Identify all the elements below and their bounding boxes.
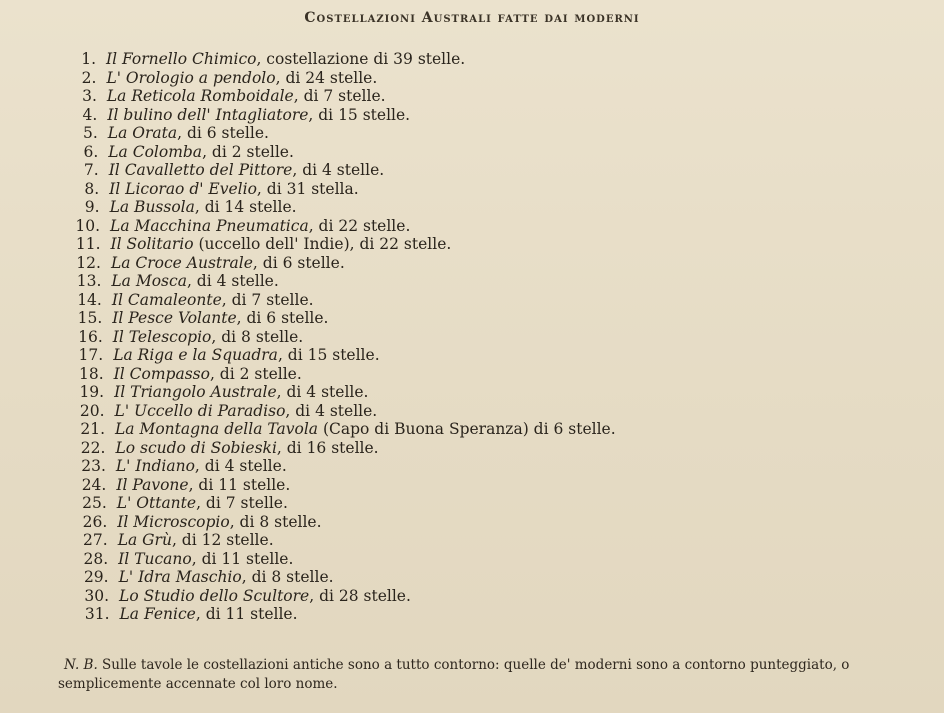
star-count: , di 8 stelle.	[241, 568, 334, 586]
constellation-name: La Reticola Romboidale	[106, 87, 294, 105]
entry-number: 21.	[80, 420, 105, 438]
entry-text	[111, 272, 278, 291]
entry-number: 23.	[81, 457, 106, 475]
constellation-name: La Macchina Pneumatica	[110, 216, 309, 235]
entry-number: 10.	[75, 216, 101, 235]
entry-number: 25.	[82, 494, 107, 512]
entry-text	[109, 180, 359, 199]
entry-number: 12.	[76, 253, 101, 272]
star-count: , di 2 stelle.	[202, 142, 294, 161]
star-count: , di 6 stelle.	[236, 309, 329, 327]
star-count: , di 6 stelle.	[252, 253, 345, 272]
star-count: , di 31 stella.	[256, 179, 359, 198]
constellation-name: L' Ottante	[116, 494, 197, 512]
entry-number: 6.	[83, 142, 99, 161]
entry-number: 5.	[83, 124, 98, 142]
entry-text	[116, 476, 290, 495]
constellation-name: Il Cavalletto del Pittore	[108, 161, 293, 179]
entry-text	[119, 587, 411, 606]
star-count: , di 22 stelle.	[308, 216, 411, 235]
star-count: , di 8 stelle.	[211, 327, 304, 346]
star-count: (uccello dell' Indie), di 22 stelle.	[193, 235, 452, 253]
entry-number: 11.	[75, 235, 101, 253]
entry-number: 1.	[81, 50, 96, 68]
constellation-name: Lo Studio dello Scultore	[119, 586, 310, 605]
entry-text	[113, 346, 379, 365]
constellation-name: Il Tucano	[118, 549, 192, 568]
entry-number: 22.	[80, 438, 106, 457]
entry-text	[115, 439, 378, 458]
entry-number: 29.	[83, 568, 109, 586]
entry-text	[118, 531, 274, 550]
entry-number: 17.	[78, 346, 104, 364]
entry-text	[111, 235, 452, 254]
star-count: , di 4 stelle.	[186, 272, 279, 290]
entry-number: 15.	[77, 309, 103, 327]
entry-number: 13.	[76, 272, 102, 290]
constellation-name: Il bulino dell' Intagliatore	[107, 105, 309, 124]
constellation-name: La Grù	[117, 531, 172, 549]
entry-text	[117, 494, 288, 513]
star-count: , di 4 stelle.	[285, 401, 378, 420]
star-count: , di 4 stelle.	[194, 457, 287, 475]
entry-text	[114, 383, 368, 402]
constellation-name: Il Pavone	[116, 475, 189, 494]
constellation-name: La Riga e la Squadra	[113, 346, 278, 364]
entry-text	[120, 605, 298, 624]
star-count: , di 12 stelle.	[171, 531, 274, 549]
footnote-label: N. B.	[64, 657, 98, 673]
constellation-name: Lo scudo di Sobieski	[115, 438, 277, 457]
star-count: , di 16 stelle.	[276, 438, 379, 457]
entry-number: 8.	[84, 179, 100, 198]
footnote	[58, 656, 928, 694]
entry-text	[112, 309, 328, 328]
entry-text	[115, 420, 616, 439]
constellation-name: Il Licorao d' Evelio	[109, 179, 257, 198]
constellation-name: L' Orologio a pendolo	[106, 68, 276, 87]
constellation-name: Il Camaleonte	[111, 290, 222, 309]
entry-text	[110, 217, 410, 236]
entry-number: 27.	[83, 531, 108, 549]
entry-number: 14.	[77, 290, 102, 309]
constellation-name: Il Telescopio	[112, 327, 212, 346]
entry-text	[106, 69, 377, 88]
constellation-name: L' Indiano	[115, 457, 195, 475]
star-count: , di 8 stelle.	[229, 512, 322, 531]
entry-text	[116, 457, 287, 476]
entry-text	[106, 50, 465, 69]
entry-number: 31.	[84, 605, 110, 623]
star-count: , di 24 stelle.	[275, 68, 378, 87]
footnote-text: Sulle tavole le costellazioni antiche sono a tutto contorno: quelle de' moderni sono a contorno punteggiato, o semplicemente accennate col loro nome.	[58, 657, 850, 692]
entry-text	[108, 124, 269, 143]
entry-number: 28.	[83, 549, 109, 568]
star-count: , di 15 stelle.	[308, 105, 411, 124]
entry-text	[117, 513, 321, 532]
constellation-name: L' Idra Maschio	[118, 568, 242, 586]
entry-number: 16.	[78, 327, 103, 346]
constellation-name: La Bussola	[109, 198, 195, 216]
star-count: , di 7 stelle.	[221, 290, 314, 309]
entry-text	[107, 87, 386, 106]
entry-text	[113, 328, 303, 347]
star-count: , di 11 stelle.	[188, 475, 291, 494]
star-count: , di 11 stelle.	[195, 605, 298, 623]
entry-number: 18.	[78, 364, 104, 383]
constellation-name: Il Compasso	[113, 364, 210, 383]
entry-number: 2.	[81, 68, 97, 87]
entry-number: 4.	[82, 105, 98, 124]
constellation-name: Il Microscopio	[117, 512, 230, 531]
constellation-name: Il Fornello Chimico	[106, 50, 257, 68]
entry-number: 20.	[79, 401, 105, 420]
star-count: (Capo di Buona Speranza) di 6 stelle.	[318, 420, 616, 438]
entry-text	[108, 143, 294, 162]
entry-text	[114, 365, 302, 384]
star-count: , di 14 stelle.	[194, 198, 297, 216]
entry-number: 7.	[83, 161, 99, 179]
constellation-name: La Orata	[107, 124, 178, 142]
star-count: , di 2 stelle.	[209, 364, 302, 383]
star-count: , di 6 stelle.	[177, 124, 269, 142]
star-count: , di 4 stelle.	[276, 383, 369, 401]
star-count: , di 28 stelle.	[309, 586, 411, 605]
entry-text	[112, 291, 314, 310]
star-count: , di 7 stelle.	[196, 494, 288, 512]
constellation-name: La Croce Australe	[110, 253, 253, 272]
constellation-name: La Montagna della Tavola	[115, 420, 319, 438]
entry-number: 24.	[81, 475, 107, 494]
star-count: , costellazione di 39 stelle.	[256, 50, 466, 68]
entry-number: 30.	[84, 586, 110, 605]
constellation-name: Il Triangolo Australe	[114, 383, 277, 401]
constellation-name: La Fenice	[119, 605, 196, 623]
constellation-name: Il Solitario	[110, 235, 194, 253]
page-title: Costellazioni Australi fatte dai moderni	[304, 10, 640, 26]
entry-text	[110, 198, 297, 217]
entry-number: 26.	[82, 512, 108, 531]
entry-text	[107, 106, 410, 125]
entry-number: 3.	[82, 87, 97, 105]
entry-number: 19.	[79, 383, 105, 401]
entry-text	[115, 402, 378, 421]
entry-text	[119, 568, 334, 587]
constellation-name: L' Uccello di Paradiso	[114, 401, 286, 420]
entry-text	[111, 254, 345, 273]
star-count: , di 11 stelle.	[191, 549, 294, 568]
entry-text	[109, 161, 384, 180]
constellation-name: La Colomba	[108, 142, 203, 161]
star-count: , di 7 stelle.	[293, 87, 386, 105]
star-count: , di 15 stelle.	[277, 346, 380, 364]
entry-text	[118, 550, 293, 569]
star-count: , di 4 stelle.	[292, 161, 385, 179]
constellation-name: La Mosca	[111, 272, 187, 290]
constellation-name: Il Pesce Volante	[112, 309, 237, 327]
entry-number: 9.	[84, 198, 100, 216]
